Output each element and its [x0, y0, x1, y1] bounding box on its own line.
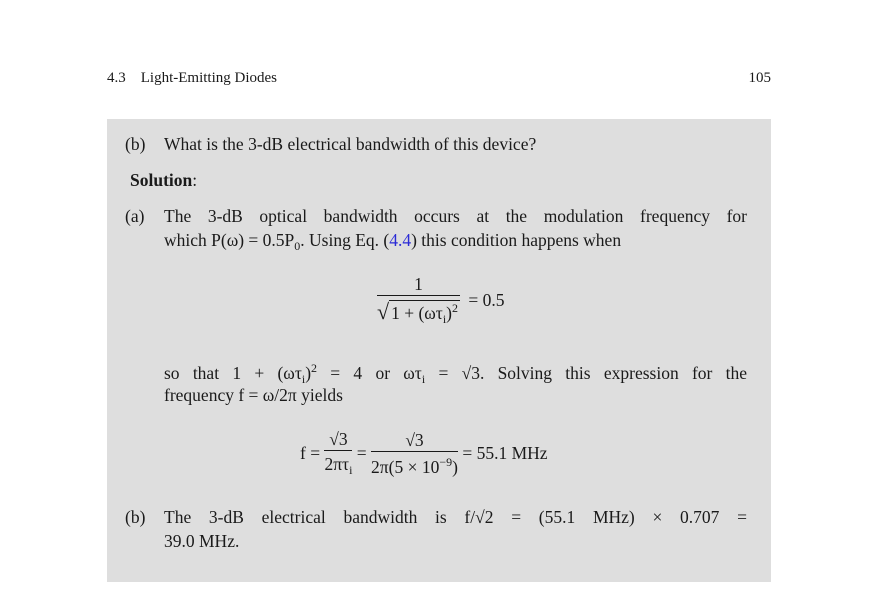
equation-2-equals: = — [356, 443, 367, 463]
part-a-line2-post: ) this condition happens when — [411, 230, 622, 250]
equation-1-radicand — [389, 300, 460, 327]
question-b-text: What is the 3-dB electrical bandwidth of this device? — [164, 134, 537, 154]
part-a-line2-pre: which P(ω) = 0.5P — [164, 230, 295, 250]
middle-c: = 4 or ωτ — [330, 363, 422, 383]
part-a-line1: The 3-dB optical bandwidth occurs at the modulation frequency for — [164, 206, 747, 226]
fraction-2-denominator — [371, 451, 458, 478]
radicand-close: ) — [446, 303, 452, 323]
part-b-label: (b) — [125, 507, 146, 527]
equation-1-fraction — [377, 274, 460, 327]
part-a-label: (a) — [125, 206, 145, 226]
frac2-den-sup: −9 — [439, 454, 453, 469]
solution-word: Solution — [130, 170, 193, 190]
frac1-den: 2πτ — [324, 454, 350, 474]
equation-2 — [300, 429, 548, 478]
equation-2-fraction-1 — [324, 429, 352, 478]
part-b-line1: The 3-dB electrical bandwidth is f/√2 = (55.1 MHz) × 0.707 = — [164, 507, 747, 527]
part-a-line2 — [164, 230, 621, 254]
radicand-sup: 2 — [452, 301, 458, 315]
equation-2-fraction-2 — [371, 430, 458, 478]
middle-text-line1 — [164, 361, 747, 387]
equation-1-numerator: 1 — [414, 274, 423, 294]
part-a-line2-mid: . Using Eq. ( — [300, 230, 390, 250]
middle-d: = √3. Solving this expression for the — [438, 363, 747, 383]
fraction-1-numerator: √3 — [329, 429, 348, 449]
example-box — [107, 119, 771, 582]
solution-colon: : — [192, 170, 198, 190]
equation-1-rhs: = 0.5 — [468, 290, 505, 310]
equation-1-denominator — [377, 295, 460, 327]
running-header-section: 4.3 Light-Emitting Diodes — [107, 70, 277, 86]
middle-sub: i — [301, 372, 306, 386]
radicand-sub: i — [442, 312, 447, 326]
radicand-pre: 1 + (ωτ — [391, 303, 443, 323]
middle-sup: 2 — [311, 361, 318, 375]
frac1-den-sub: i — [349, 463, 353, 477]
middle-text-line2: frequency f = ω/2π yields — [164, 385, 343, 405]
question-b-label: (b) — [125, 134, 146, 154]
part-b-line2: 39.0 MHz. — [164, 531, 240, 551]
radical-sign: √ — [377, 299, 390, 324]
equation-reference-link[interactable]: 4.4 — [389, 230, 412, 250]
equation-1 — [377, 274, 505, 327]
frac2-den: 2π(5 × 10 — [371, 456, 440, 477]
middle-sub2: i — [421, 372, 426, 386]
frac2-den-close: ) — [452, 456, 458, 477]
middle-b: ) — [305, 363, 312, 383]
solution-heading — [130, 170, 197, 191]
equation-2-lhs: f = — [300, 443, 321, 463]
fraction-1-denominator — [324, 450, 352, 478]
middle-a: so that 1 + (ωτ — [164, 363, 302, 383]
fraction-2-numerator: √3 — [405, 429, 424, 450]
page-number: 105 — [748, 70, 771, 86]
equation-2-rhs: = 55.1 MHz — [462, 443, 548, 463]
part-a-line2-sub: 0 — [294, 239, 301, 253]
